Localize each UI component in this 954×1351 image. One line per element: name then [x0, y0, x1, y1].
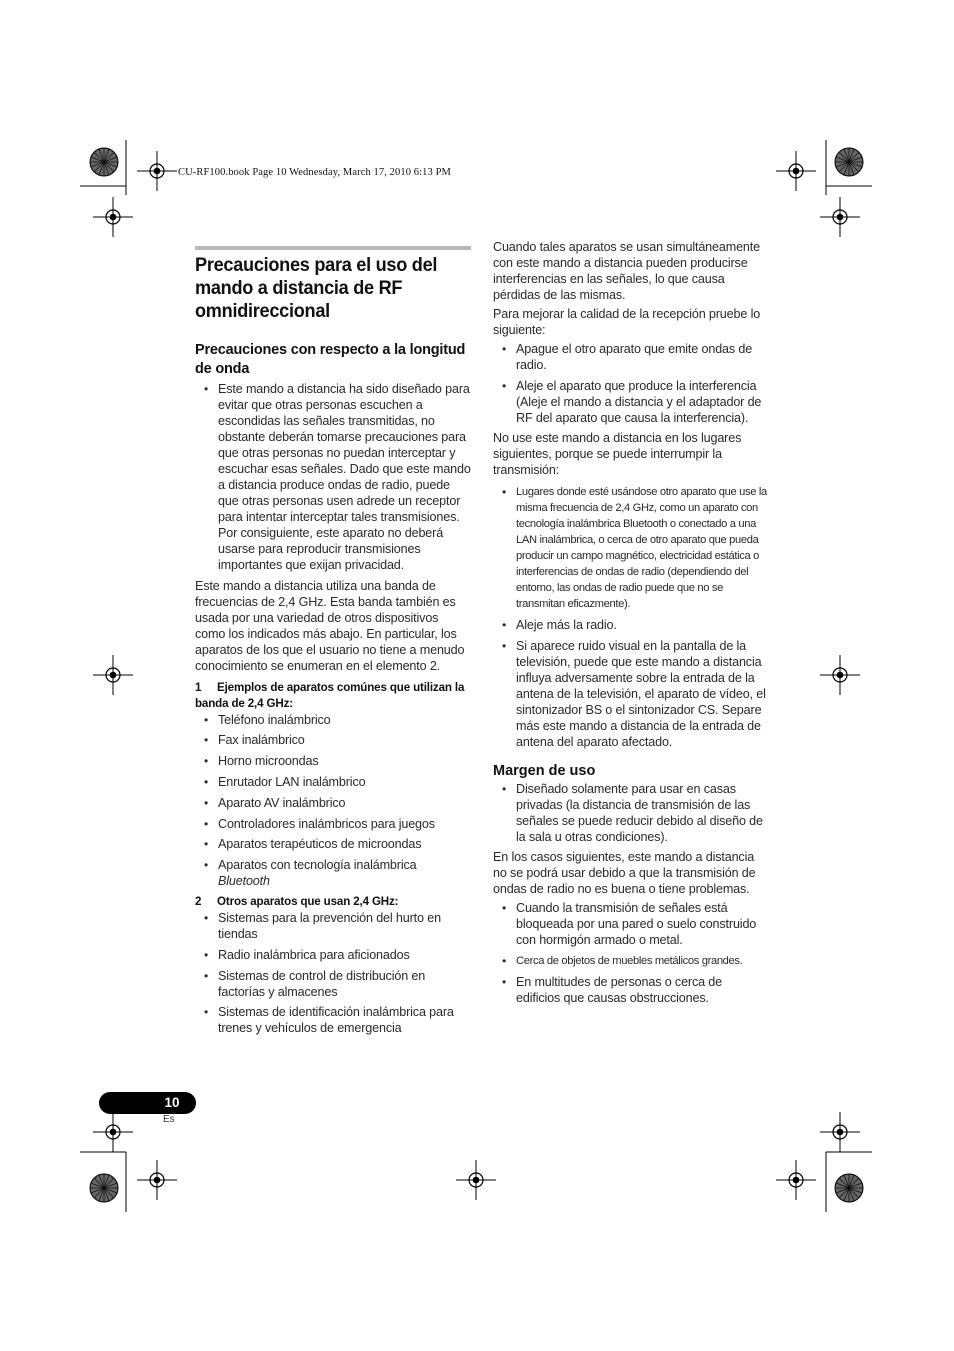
bluetooth-term: Bluetooth	[218, 874, 270, 889]
numbered-heading-2	[195, 894, 471, 910]
page-language: Es	[163, 1114, 175, 1125]
list-item	[195, 857, 471, 889]
list-item: • Aleje más la radio.	[493, 617, 769, 633]
paragraph: No use este mando a distancia en los lugares siguientes, porque se puede interrumpir la transmisión:	[493, 431, 742, 478]
list-item: • Sistemas de control de distribución en factorías y almacenes	[195, 968, 471, 1000]
list-item: • Apague el otro aparato que emite ondas de radio.	[493, 341, 769, 373]
wavelength-list	[195, 381, 471, 573]
problem-cases-list	[493, 900, 769, 1005]
list-item: • Cuando la transmisión de señales está bloqueada por una pared o suelo construido con hormigón armado o metal.	[493, 900, 769, 948]
other-devices-list	[195, 910, 471, 1036]
common-devices-list	[195, 712, 471, 890]
list-item: • Sistemas para la prevención del hurto en tiendas	[195, 910, 471, 942]
list-item: • Aparato AV inalámbrico	[195, 795, 471, 811]
right-column	[493, 239, 769, 1011]
list-item: • Aleje el aparato que produce la interferencia (Aleje el mando a distancia y el adaptador de RF del aparato que causa la interferencia).	[493, 378, 769, 426]
print-header: CU-RF100.book Page 10 Wednesday, March 17, 2010 6:13 PM	[178, 167, 451, 178]
page-number: 10	[164, 1095, 180, 1110]
subsection-title-wavelength: Precauciones con respecto a la longitud de onda	[195, 342, 466, 377]
list-item: • Aparatos terapéuticos de microondas	[195, 836, 471, 852]
number: 2	[195, 895, 202, 909]
subsection-title-range: Margen de uso	[493, 762, 596, 779]
paragraph: Este mando a distancia utiliza una banda de frecuencias de 2,4 GHz. Esta banda también es usada por una variedad de otros dispositivos como los indicados más abajo. En particular, los aparatos de los que el usuario no tiene a menudo conocimiento se enumeran en el elemento 2.	[195, 578, 465, 673]
avoid-locations-list	[493, 484, 769, 749]
left-column	[195, 246, 471, 1041]
improve-reception-list	[493, 341, 769, 426]
list-item: • Lugares donde esté usándose otro aparato que use la misma frecuencia de 2,4 GHz, como un aparato con tecnología inalámbrica Bluetooth o conectado a una LAN inalámbrica, o cerca de otro aparato que pueda producir un campo magnético, electricidad estática o interferencias de ondas de radio (dependiendo del entorno, las ondas de radio puede que no se transmitan eficazmente).	[493, 484, 769, 612]
list-item: • Controladores inalámbricos para juegos	[195, 816, 471, 832]
title-rule	[195, 246, 471, 250]
paragraph: Para mejorar la calidad de la recepción pruebe lo siguiente:	[493, 307, 761, 337]
list-item: • Si aparece ruido visual en la pantalla de la televisión, puede que este mando a distancia influya adversamente sobre la entrada de la antena de la televisión, el aparato de vídeo, el sintonizador BS o el sintonizador CS. Separe más este mando a distancia de la entrada de antena del aparato afectado.	[493, 638, 769, 750]
list-item: • En multitudes de personas o cerca de edificios que causas obstrucciones.	[493, 974, 769, 1006]
list-item: • Horno microondas	[195, 753, 471, 769]
numbered-heading-1	[195, 680, 471, 712]
list-item: • Fax inalámbrico	[195, 732, 471, 748]
list-item: • Radio inalámbrica para aficionados	[195, 947, 471, 963]
list-item: • Diseñado solamente para usar en casas privadas (la distancia de transmisión de las señales se puede reducir debido al diseño de la sala u otras condiciones).	[493, 781, 769, 845]
list-item: • Este mando a distancia ha sido diseñado para evitar que otras personas escuchen a escondidas las señales transmitidas, no obstante deberán tomarse precauciones para que otras personas no puedan interceptar y escuchar esas señales. Dado que este mando a distancia produce ondas de radio, puede que otras personas usen adrede un receptor para intentar interceptar tales transmisiones. Por consiguiente, este aparato no deberá usarse para reproducir transmisiones importantes que exijan privacidad.	[195, 381, 471, 573]
paragraph: En los casos siguientes, este mando a distancia no se podrá usar debido a que la transmisión de ondas de radio no es buena o tiene problemas.	[493, 850, 756, 897]
heading-text: Ejemplos de aparatos comúnes que utilizan la banda de 2,4 GHz:	[195, 680, 465, 710]
list-item: • Enrutador LAN inalámbrico	[195, 774, 471, 790]
range-list	[493, 781, 769, 845]
number: 1	[195, 680, 202, 694]
list-item: • Sistemas de identificación inalámbrica para trenes y vehículos de emergencia	[195, 1004, 471, 1036]
paragraph: Cuando tales aparatos se usan simultáneamente con este mando a distancia pueden producirse interferencias en las señales, lo que causa pérdidas de las mismas.	[493, 240, 760, 302]
section-title: Precauciones para el uso del mando a distancia de RF omnidireccional	[195, 254, 438, 322]
list-item: • Teléfono inalámbrico	[195, 712, 471, 728]
list-item-text: Aparatos con tecnología inalámbrica	[218, 858, 417, 873]
heading-text: Otros aparatos que usan 2,4 GHz:	[217, 895, 399, 909]
list-item: • Cerca de objetos de muebles metálicos grandes.	[493, 953, 769, 969]
